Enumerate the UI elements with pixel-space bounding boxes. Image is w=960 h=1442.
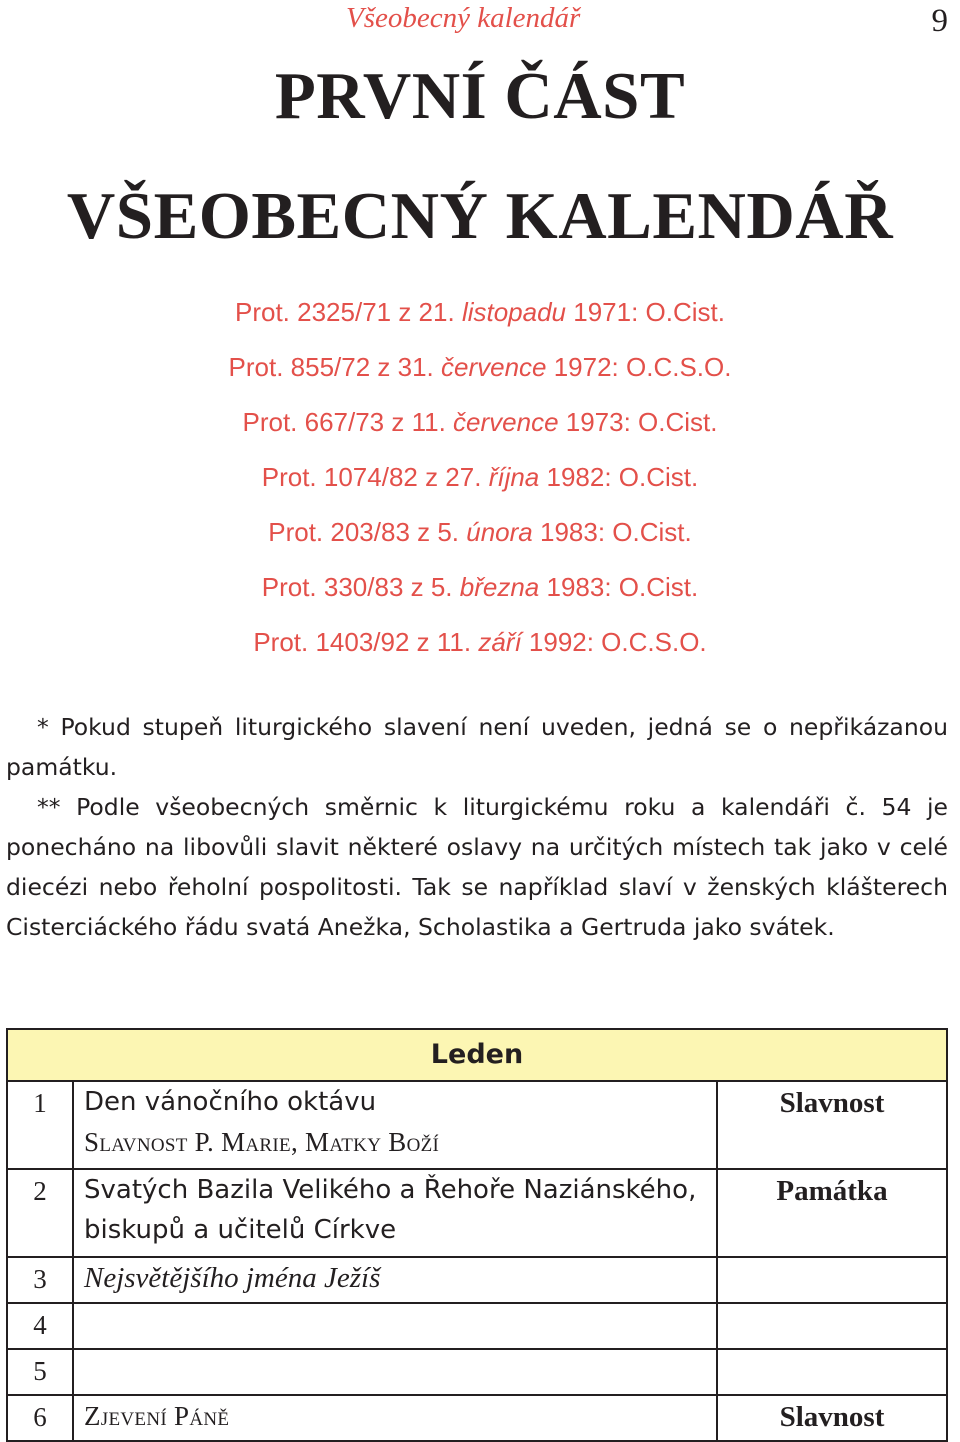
celebration-cell: [73, 1349, 717, 1395]
celebration-title: Zjevení Páně: [84, 1401, 230, 1431]
reference-suffix: 1992: O.C.S.O.: [521, 627, 707, 657]
celebration-cell: [73, 1081, 717, 1169]
reference-suffix: 1971: O.Cist.: [566, 297, 725, 327]
reference-prefix: Prot. 330/83 z 5.: [261, 572, 460, 602]
reference-prefix: Prot. 1074/82 z 27.: [261, 462, 489, 492]
footnote-optional-celebrations: ** Podle všeobecných směrnic k liturgickému roku a kalendáři č. 54 je ponecháno na libovůli slavit některé oslavy na určitých místech tak jako v celé diecézi nebo řeholní pospolitosti. Tak se například slaví v ženských klášterech Cisterciáckého řádu svatá Anežka, Scholastika a Gertruda jako svátek.: [6, 793, 948, 941]
reference-line: [0, 457, 960, 512]
table-row: [7, 1257, 947, 1303]
celebration-rank: Slavnost: [717, 1395, 947, 1441]
reference-date: listopadu: [461, 297, 567, 327]
reference-prefix: Prot. 1403/92 z 11.: [253, 627, 479, 657]
calendar-table: [6, 1028, 948, 1442]
reference-date: března: [459, 572, 540, 602]
celebration-cell: [73, 1169, 717, 1257]
reference-line: [0, 567, 960, 622]
main-title: VŠEOBECNÝ KALENDÁŘ: [66, 179, 894, 253]
reference-line: [0, 292, 960, 347]
reference-date: září: [478, 627, 522, 657]
reference-line: [0, 402, 960, 457]
celebration-subtitle: Slavnost P. Marie, Matky Boží: [84, 1127, 440, 1157]
reference-suffix: 1983: O.Cist.: [532, 517, 692, 547]
celebration-rank: Památka: [717, 1169, 947, 1257]
table-row: [7, 1349, 947, 1395]
table-row: [7, 1395, 947, 1441]
reference-suffix: 1982: O.Cist.: [539, 462, 699, 492]
reference-date: července: [440, 352, 547, 382]
reference-line: [0, 622, 960, 677]
celebration-title: Nejsvětějšího jména Ježíš: [84, 1262, 381, 1294]
celebration-title: Svatých Bazila Velikého a Řehoře Naziánského, biskupů a učitelů Církve: [84, 1175, 697, 1245]
celebration-cell: [73, 1303, 717, 1349]
reference-date: července: [453, 407, 559, 437]
footnotes: [6, 707, 948, 947]
celebration-rank: [717, 1303, 947, 1349]
day-number: 3: [7, 1257, 73, 1303]
page-number: 9: [931, 3, 948, 39]
celebration-cell: [73, 1257, 717, 1303]
reference-line: [0, 347, 960, 402]
reference-prefix: Prot. 855/72 z 31.: [228, 352, 441, 382]
day-number: 2: [7, 1169, 73, 1257]
month-header-row: [7, 1029, 947, 1081]
celebration-title: Den vánočního oktávu: [84, 1087, 377, 1117]
reference-prefix: Prot. 203/83 z 5.: [268, 517, 467, 547]
reference-line: [0, 512, 960, 567]
day-number: 6: [7, 1395, 73, 1441]
reference-suffix: 1983: O.Cist.: [539, 572, 699, 602]
reference-prefix: Prot. 2325/71 z 21.: [235, 297, 462, 327]
celebration-rank: Slavnost: [717, 1081, 947, 1169]
protocol-references: [0, 292, 960, 677]
table-row: [7, 1169, 947, 1257]
celebration-rank: [717, 1349, 947, 1395]
reference-prefix: Prot. 667/73 z 11.: [242, 407, 454, 437]
running-head: Všeobecný kalendář: [346, 2, 581, 34]
celebration-cell: [73, 1395, 717, 1441]
day-number: 5: [7, 1349, 73, 1395]
day-number: 4: [7, 1303, 73, 1349]
day-number: 1: [7, 1081, 73, 1169]
part-title: PRVNÍ ČÁST: [274, 59, 686, 133]
reference-suffix: 1973: O.Cist.: [558, 407, 718, 437]
reference-suffix: 1972: O.C.S.O.: [546, 352, 732, 382]
celebration-rank: [717, 1257, 947, 1303]
reference-date: října: [488, 462, 540, 492]
table-row: [7, 1303, 947, 1349]
month-header: Leden: [7, 1029, 947, 1081]
footnote-rank: * Pokud stupeň liturgického slavení není uveden, jedná se o nepřikázanou památku.: [6, 713, 948, 781]
table-row: [7, 1081, 947, 1169]
reference-date: února: [466, 517, 533, 547]
